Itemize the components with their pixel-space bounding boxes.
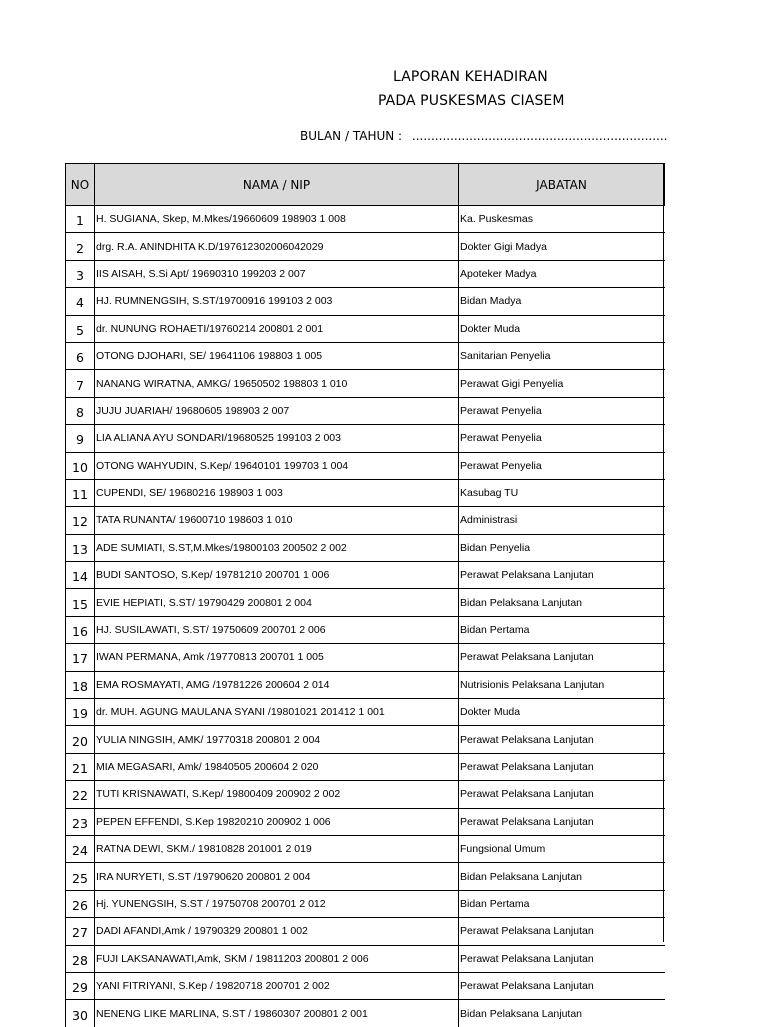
table-row [66, 835, 665, 862]
row-name-nip: IRA NURYETI, S.ST /19790620 200801 2 004 [95, 863, 459, 890]
row-name-nip: NANANG WIRATNA, AMKG/ 19650502 198803 1 010 [95, 370, 459, 397]
row-jabatan: Perawat Pelaksana Lanjutan [459, 562, 665, 589]
row-number: 20 [66, 726, 95, 753]
table-row [66, 644, 665, 671]
row-jabatan: Perawat Pelaksana Lanjutan [459, 972, 665, 999]
row-jabatan: Bidan Penyelia [459, 534, 665, 561]
column-header-name: NAMA / NIP [95, 164, 459, 206]
row-jabatan: Dokter Muda [459, 699, 665, 726]
row-jabatan: Ka. Puskesmas [459, 206, 665, 233]
table-row [66, 370, 665, 397]
row-name-nip: EMA ROSMAYATI, AMG /19781226 200604 2 014 [95, 671, 459, 698]
table-row [66, 616, 665, 643]
row-number: 6 [66, 342, 95, 369]
period-label: BULAN / TAHUN : [300, 129, 403, 143]
row-jabatan: Perawat Pelaksana Lanjutan [459, 644, 665, 671]
row-name-nip: OTONG WAHYUDIN, S.Kep/ 19640101 199703 1 004 [95, 452, 459, 479]
table-row [66, 890, 665, 917]
report-title: LAPORAN KEHADIRAN [393, 69, 548, 85]
row-number: 8 [66, 397, 95, 424]
row-name-nip: IIS AISAH, S.Si Apt/ 19690310 199203 2 007 [95, 260, 459, 287]
row-number: 3 [66, 260, 95, 287]
row-jabatan: Bidan Madya [459, 288, 665, 315]
table-row [66, 562, 665, 589]
row-name-nip: YANI FITRIYANI, S.Kep / 19820718 200701 2 002 [95, 972, 459, 999]
attendance-table [65, 163, 665, 1027]
row-number: 10 [66, 452, 95, 479]
row-name-nip: YULIA NINGSIH, AMK/ 19770318 200801 2 004 [95, 726, 459, 753]
row-jabatan: Bidan Pelaksana Lanjutan [459, 863, 665, 890]
row-jabatan: Perawat Penyelia [459, 452, 665, 479]
row-number: 30 [66, 1000, 95, 1027]
table-row [66, 233, 665, 260]
row-name-nip: DADI AFANDI,Amk / 19790329 200801 1 002 [95, 918, 459, 945]
row-jabatan: Dokter Gigi Madya [459, 233, 665, 260]
row-jabatan: Perawat Pelaksana Lanjutan [459, 753, 665, 780]
row-number: 25 [66, 863, 95, 890]
table-row [66, 288, 665, 315]
table-row [66, 808, 665, 835]
row-number: 24 [66, 835, 95, 862]
table-row [66, 781, 665, 808]
table-row [66, 534, 665, 561]
table-right-border [663, 163, 664, 942]
column-header-no: NO [66, 164, 95, 206]
row-name-nip: BUDI SANTOSO, S.Kep/ 19781210 200701 1 006 [95, 562, 459, 589]
row-number: 23 [66, 808, 95, 835]
row-number: 22 [66, 781, 95, 808]
table-row [66, 206, 665, 233]
table-row [66, 479, 665, 506]
table-row [66, 671, 665, 698]
table-row [66, 425, 665, 452]
row-name-nip: TUTI KRISNAWATI, S.Kep/ 19800409 200902 2 002 [95, 781, 459, 808]
row-number: 27 [66, 918, 95, 945]
row-jabatan: Perawat Pelaksana Lanjutan [459, 918, 665, 945]
row-name-nip: dr. NUNUNG ROHAETI/19760214 200801 2 001 [95, 315, 459, 342]
row-number: 1 [66, 206, 95, 233]
row-name-nip: EVIE HEPIATI, S.ST/ 19790429 200801 2 004 [95, 589, 459, 616]
column-header-job: JABATAN [459, 164, 665, 206]
table-row [66, 699, 665, 726]
row-name-nip: HJ. RUMNENGSIH, S.ST/19700916 199103 2 003 [95, 288, 459, 315]
row-number: 18 [66, 671, 95, 698]
row-jabatan: Perawat Pelaksana Lanjutan [459, 781, 665, 808]
row-jabatan: Administrasi [459, 507, 665, 534]
row-name-nip: LIA ALIANA AYU SONDARI/19680525 199103 2 003 [95, 425, 459, 452]
table-row [66, 726, 665, 753]
row-name-nip: ADE SUMIATI, S.ST,M.Mkes/19800103 200502 2 002 [95, 534, 459, 561]
row-name-nip: IWAN PERMANA, Amk /19770813 200701 1 005 [95, 644, 459, 671]
row-name-nip: MIA MEGASARI, Amk/ 19840505 200604 2 020 [95, 753, 459, 780]
row-number: 26 [66, 890, 95, 917]
table-row [66, 452, 665, 479]
row-number: 12 [66, 507, 95, 534]
row-number: 14 [66, 562, 95, 589]
period-value: ................................................................... [411, 129, 668, 143]
row-name-nip: TATA RUNANTA/ 19600710 198603 1 010 [95, 507, 459, 534]
table-header-row [66, 164, 665, 206]
table-row [66, 863, 665, 890]
row-name-nip: drg. R.A. ANINDHITA K.D/197612302006042029 [95, 233, 459, 260]
table-row [66, 397, 665, 424]
row-jabatan: Bidan Pertama [459, 890, 665, 917]
period-line [300, 129, 668, 143]
table-row [66, 315, 665, 342]
table-row [66, 753, 665, 780]
row-number: 15 [66, 589, 95, 616]
row-name-nip: NENENG LIKE MARLINA, S.ST / 19860307 200801 2 001 [95, 1000, 459, 1027]
row-jabatan: Perawat Pelaksana Lanjutan [459, 808, 665, 835]
row-jabatan: Fungsional Umum [459, 835, 665, 862]
row-jabatan: Bidan Pelaksana Lanjutan [459, 1000, 665, 1027]
row-name-nip: dr. MUH. AGUNG MAULANA SYANI /19801021 201412 1 001 [95, 699, 459, 726]
row-jabatan: Perawat Pelaksana Lanjutan [459, 945, 665, 972]
row-jabatan: Kasubag TU [459, 479, 665, 506]
row-number: 19 [66, 699, 95, 726]
table-row [66, 342, 665, 369]
row-number: 16 [66, 616, 95, 643]
row-jabatan: Apoteker Madya [459, 260, 665, 287]
row-jabatan: Perawat Pelaksana Lanjutan [459, 726, 665, 753]
row-number: 9 [66, 425, 95, 452]
table-row [66, 260, 665, 287]
table-row [66, 945, 665, 972]
row-name-nip: CUPENDI, SE/ 19680216 198903 1 003 [95, 479, 459, 506]
row-number: 13 [66, 534, 95, 561]
row-jabatan: Perawat Penyelia [459, 425, 665, 452]
row-number: 28 [66, 945, 95, 972]
row-name-nip: JUJU JUARIAH/ 19680605 198903 2 007 [95, 397, 459, 424]
row-number: 4 [66, 288, 95, 315]
row-name-nip: PEPEN EFFENDI, S.Kep 19820210 200902 1 006 [95, 808, 459, 835]
table-row [66, 972, 665, 999]
row-number: 7 [66, 370, 95, 397]
row-jabatan: Bidan Pertama [459, 616, 665, 643]
row-name-nip: HJ. SUSILAWATI, S.ST/ 19750609 200701 2 006 [95, 616, 459, 643]
row-jabatan: Bidan Pelaksana Lanjutan [459, 589, 665, 616]
row-name-nip: FUJI LAKSANAWATI,Amk, SKM / 19811203 200801 2 006 [95, 945, 459, 972]
row-number: 29 [66, 972, 95, 999]
row-name-nip: H. SUGIANA, Skep, M.Mkes/19660609 198903 1 008 [95, 206, 459, 233]
row-number: 11 [66, 479, 95, 506]
row-name-nip: OTONG DJOHARI, SE/ 19641106 198803 1 005 [95, 342, 459, 369]
report-subtitle: PADA PUSKESMAS CIASEM [378, 93, 565, 109]
table-row [66, 507, 665, 534]
row-jabatan: Perawat Penyelia [459, 397, 665, 424]
row-name-nip: Hj. YUNENGSIH, S.ST / 19750708 200701 2 012 [95, 890, 459, 917]
row-jabatan: Dokter Muda [459, 315, 665, 342]
row-jabatan: Sanitarian Penyelia [459, 342, 665, 369]
table-row [66, 1000, 665, 1027]
row-jabatan: Perawat Gigi Penyelia [459, 370, 665, 397]
table-row [66, 589, 665, 616]
row-number: 5 [66, 315, 95, 342]
table-row [66, 918, 665, 945]
row-jabatan: Nutrisionis Pelaksana Lanjutan [459, 671, 665, 698]
row-name-nip: RATNA DEWI, SKM./ 19810828 201001 2 019 [95, 835, 459, 862]
row-number: 21 [66, 753, 95, 780]
row-number: 17 [66, 644, 95, 671]
row-number: 2 [66, 233, 95, 260]
